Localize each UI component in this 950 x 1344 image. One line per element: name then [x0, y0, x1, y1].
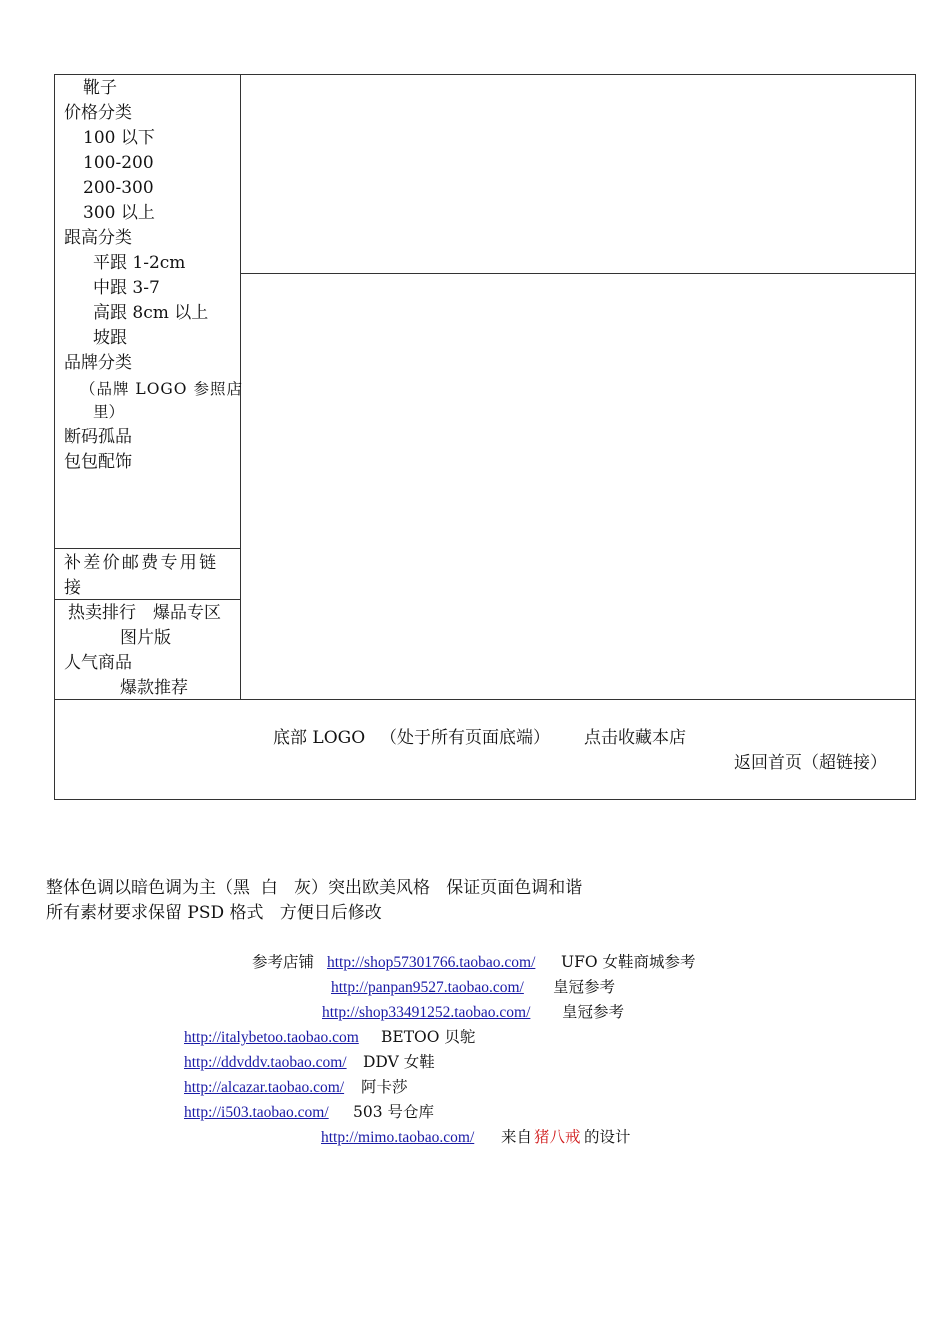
category-price[interactable]: 价格分类	[64, 103, 132, 123]
home-link[interactable]: 返回首页（超链接）	[734, 753, 887, 773]
reference-link[interactable]: http://shop33491252.taobao.com/	[322, 1004, 531, 1021]
reference-note: UFO 女鞋商城参考	[561, 953, 696, 971]
footer-logo-note: （处于所有页面底端）	[380, 728, 550, 748]
reference-note: 皇冠参考	[553, 978, 616, 996]
reference-note: DDV 女鞋	[363, 1053, 435, 1071]
reference-label: 参考店铺	[252, 953, 315, 971]
category-bags[interactable]: 包包配饰	[64, 452, 132, 472]
category-heel-flat[interactable]: 平跟 1-2cm	[93, 253, 186, 273]
reference-link[interactable]: http://mimo.taobao.com/	[321, 1129, 475, 1146]
category-brand-note-1: （品牌 LOGO 参照店	[80, 380, 243, 398]
table-border-left	[54, 74, 55, 800]
category-price-over-300[interactable]: 300 以上	[83, 203, 155, 223]
reference-note-suffix: 的设计	[584, 1128, 631, 1146]
picture-version-label[interactable]: 图片版	[120, 628, 171, 648]
reference-link[interactable]: http://shop57301766.taobao.com/	[327, 954, 536, 971]
category-brand[interactable]: 品牌分类	[64, 353, 132, 373]
reference-note-highlight: 猪八戒	[534, 1128, 581, 1146]
note-color-tone: 整体色调以暗色调为主（黑 白 灰）突出欧美风格 保证页面色调和谐	[46, 878, 583, 898]
reference-note: 皇冠参考	[562, 1003, 625, 1021]
category-price-200-300[interactable]: 200-300	[83, 178, 154, 198]
sidebar-divider-postage	[54, 548, 241, 549]
category-price-100-200[interactable]: 100-200	[83, 153, 154, 173]
postage-link-line2[interactable]: 接	[64, 578, 81, 598]
sidebar-divider-hot	[54, 599, 241, 600]
reference-link[interactable]: http://italybetoo.taobao.com	[184, 1029, 359, 1046]
category-heel-wedge[interactable]: 坡跟	[93, 328, 127, 348]
hot-recommend-label[interactable]: 爆款推荐	[120, 678, 188, 698]
note-psd-format: 所有素材要求保留 PSD 格式 方便日后修改	[46, 903, 382, 923]
category-heel[interactable]: 跟高分类	[64, 228, 132, 248]
table-border-bottom	[54, 799, 916, 800]
popular-items-label[interactable]: 人气商品	[64, 653, 132, 673]
postage-link-line1[interactable]: 补差价邮费专用链	[64, 553, 219, 573]
main-content-area	[241, 274, 915, 699]
reference-link[interactable]: http://i503.taobao.com/	[184, 1104, 329, 1121]
bookmark-link[interactable]: 点击收藏本店	[584, 728, 686, 748]
reference-note-prefix: 来自	[501, 1128, 533, 1146]
reference-note: BETOO 贝鸵	[381, 1028, 476, 1046]
table-border-right	[915, 74, 916, 800]
reference-link[interactable]: http://ddvddv.taobao.com/	[184, 1054, 347, 1071]
reference-link[interactable]: http://panpan9527.taobao.com/	[331, 979, 524, 996]
hot-rank-label[interactable]: 热卖排行	[68, 603, 136, 623]
category-clearance[interactable]: 断码孤品	[64, 427, 132, 447]
category-brand-note-2: 里）	[93, 403, 125, 421]
category-heel-mid[interactable]: 中跟 3-7	[93, 278, 160, 298]
reference-note: 阿卡莎	[361, 1078, 408, 1096]
reference-note: 503 号仓库	[353, 1103, 435, 1121]
category-heel-high[interactable]: 高跟 8cm 以上	[93, 303, 209, 323]
category-boots[interactable]: 靴子	[83, 78, 117, 98]
category-price-under-100[interactable]: 100 以下	[83, 128, 155, 148]
banner-area	[241, 75, 915, 273]
reference-link[interactable]: http://alcazar.taobao.com/	[184, 1079, 345, 1096]
footer-logo: 底部 LOGO	[273, 728, 366, 748]
hot-zone-label[interactable]: 爆品专区	[153, 603, 221, 623]
